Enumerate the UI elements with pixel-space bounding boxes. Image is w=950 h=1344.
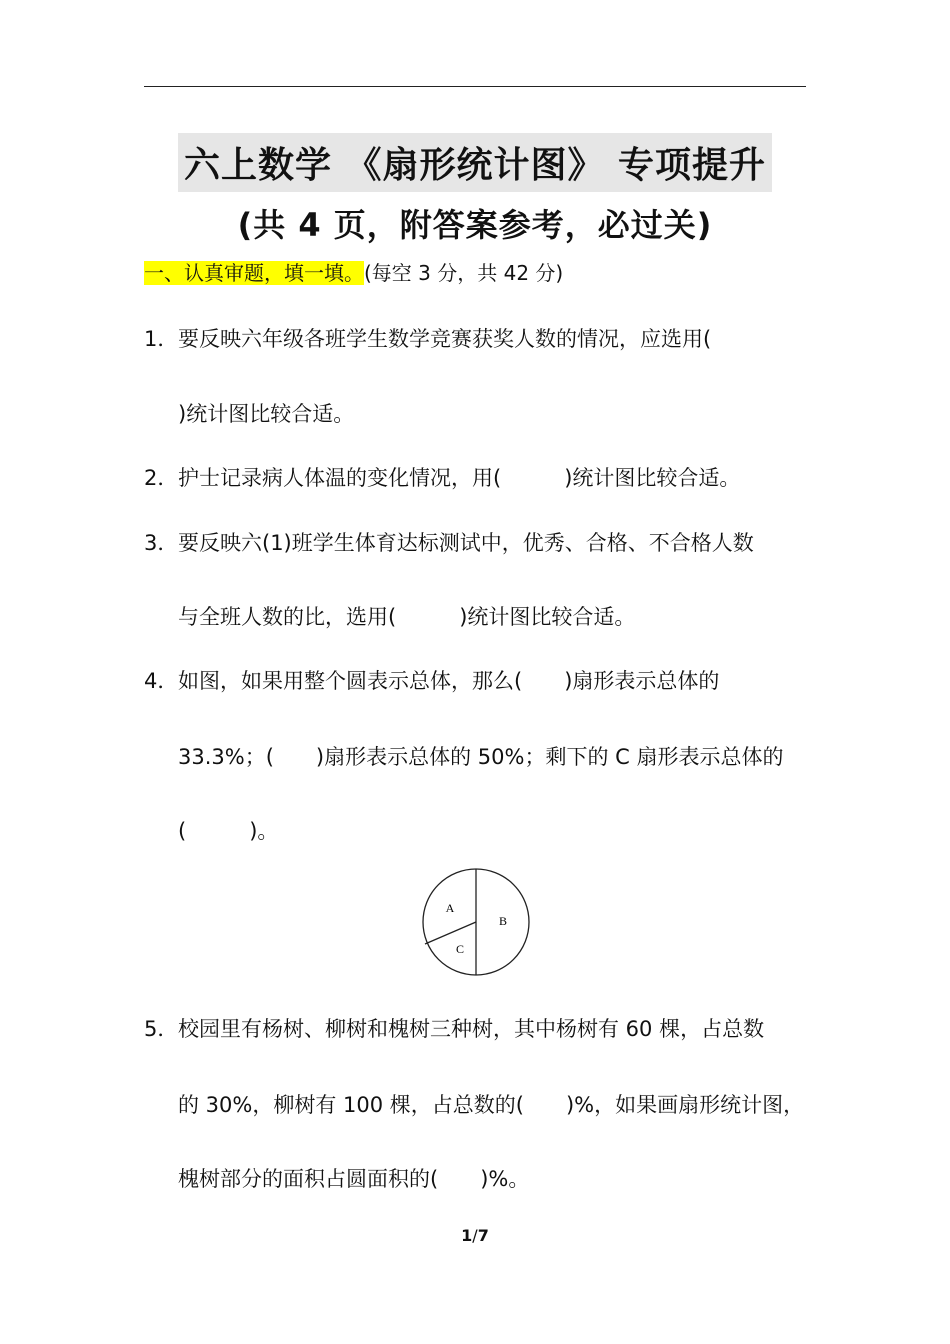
question-3-number: 3． — [144, 531, 179, 555]
page-separator: / — [472, 1226, 478, 1245]
question-text: 要反映六年级各班学生数学竞赛获奖人数的情况，应选用( — [178, 327, 712, 351]
question-4-number: 4． — [144, 669, 179, 693]
question-text: 要反映六(1)班学生体育达标测试中，优秀、合格、不合格人数 — [178, 531, 754, 555]
page-current: 1 — [461, 1226, 473, 1245]
question-text: 如图，如果用整个圆表示总体，那么( )扇形表示总体的 — [178, 669, 720, 693]
question-1-number: 1． — [144, 327, 179, 351]
page-title — [0, 133, 950, 192]
question-text: 校园里有杨树、柳树和槐树三种树，其中杨树有 60 棵，占总数 — [178, 1017, 765, 1041]
section-note: (每空 3 分，共 42 分) — [364, 261, 564, 285]
pie-chart — [419, 866, 533, 980]
section-title: 一、认真审题，填一填。 — [144, 261, 364, 285]
pie-divider-ac — [425, 922, 476, 944]
pie-label-a: A — [445, 901, 455, 915]
page-subtitle: (共 4 页，附答案参考，必过关) — [237, 206, 713, 244]
question-4-line-1 — [144, 665, 719, 695]
question-3-line-1 — [144, 527, 754, 557]
question-4-line-2: 33.3%；( )扇形表示总体的 50%；剩下的 C 扇形表示总体的 — [178, 745, 784, 769]
page-number — [0, 1226, 950, 1245]
question-2-line-1 — [144, 462, 740, 492]
question-4-line-3: ( )。 — [178, 819, 279, 843]
pie-label-c: C — [455, 942, 465, 956]
question-5-line-2: 的 30%，柳树有 100 棵，占总数的( )%，如果画扇形统计图， — [178, 1093, 805, 1117]
header-rule — [144, 86, 806, 87]
question-text: 护士记录病人体温的变化情况，用( )统计图比较合适。 — [178, 466, 741, 490]
question-2-number: 2． — [144, 466, 179, 490]
question-3-line-2: 与全班人数的比，选用( )统计图比较合适。 — [178, 605, 636, 629]
question-1-line-1 — [144, 323, 711, 353]
section-heading — [144, 257, 563, 286]
question-5-line-1 — [144, 1013, 764, 1043]
pie-label-b: B — [498, 914, 508, 928]
question-5-number: 5． — [144, 1017, 179, 1041]
page-title-text: 六上数学 《扇形统计图》 专项提升 — [178, 133, 772, 192]
page-total: 7 — [477, 1226, 489, 1245]
question-1-line-2: )统计图比较合适。 — [178, 402, 355, 426]
question-5-line-3: 槐树部分的面积占圆面积的( )%。 — [178, 1167, 530, 1191]
